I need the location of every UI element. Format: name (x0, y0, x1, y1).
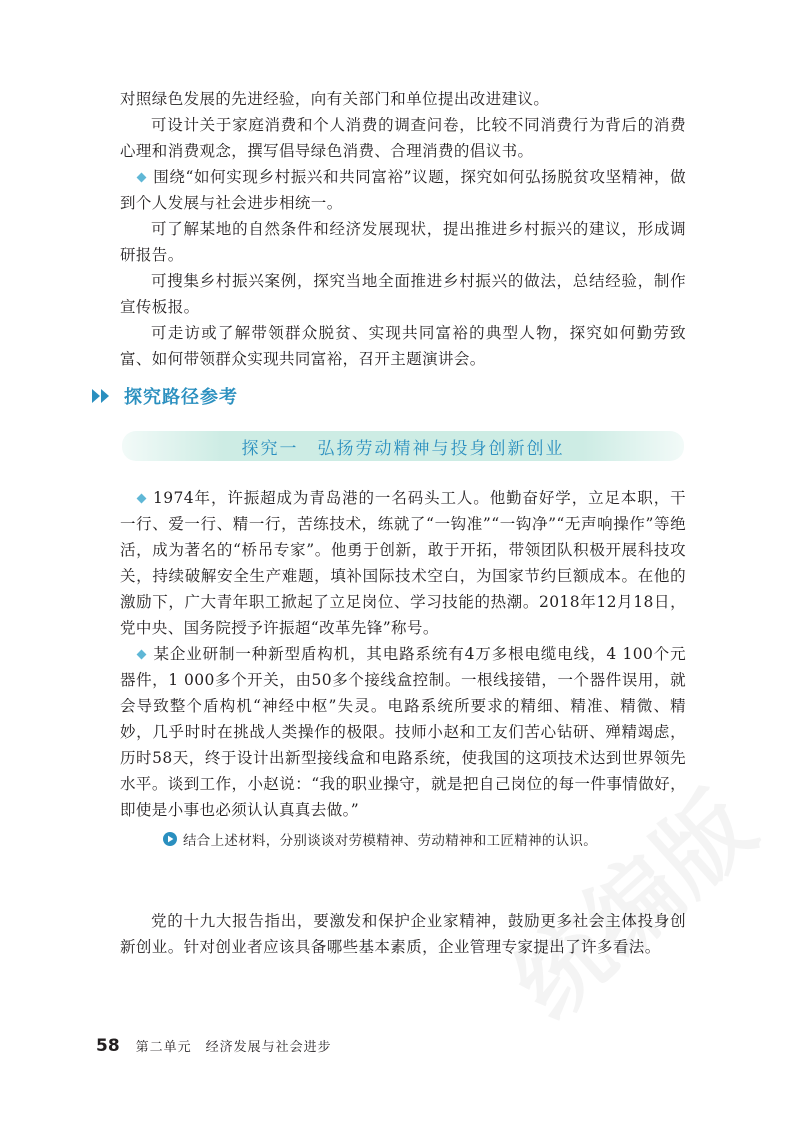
diamond-bullet-icon (137, 493, 147, 503)
section-heading (92, 384, 238, 408)
intro-paragraph-4: 可了解某地的自然条件和经济发展现状，提出推进乡村振兴的建议，形成调研报告。 (120, 220, 686, 264)
page-number: 58 (96, 1036, 120, 1056)
intro-paragraph-3-text: 围绕“如何实现乡村振兴和共同富裕”议题，探究如何弘扬脱贫攻坚精神，做到个人发展与社会进步相统一。 (120, 168, 686, 212)
page-footer (96, 1036, 332, 1056)
intro-paragraph-1: 对照绿色发展的先进经验，向有关部门和单位提出改进建议。 (120, 90, 550, 108)
intro-paragraph-2: 可设计关于家庭消费和个人消费的调查问卷，比较不同消费行为背后的消费心理和消费观念，撰写倡导绿色消费、合理消费的倡议书。 (120, 116, 686, 160)
closing-paragraph: 党的十九大报告指出，要激发和保护企业家精神，鼓励更多社会主体投身创新创业。针对创业者应该具备哪些基本素质，企业管理专家提出了许多看法。 (120, 912, 686, 956)
banner-title: 探究一 弘扬劳动精神与投身创新创业 (241, 438, 565, 459)
material-paragraph-1 (120, 485, 686, 641)
question-text: 结合上述材料，分别谈谈对劳模精神、劳动精神和工匠精神的认识。 (183, 833, 597, 849)
material-paragraph-2-text: 某企业研制一种新型盾构机，其电路系统有4万多根电缆电线，4 100个元器件，1 000多个开关，由50多个接线盒控制。一根线接错，一个器件误用，就会导致整个盾构机“神经中枢”失灵。电路系统所要求的精细、精准、精微、精妙，几乎时时在挑战人类操作的极限。技师小赵和工友们苦心钻研、殚精竭虑，历时58天，终于设计出新型接线盒和电路系统，使我国的这项技术达到世界领先水平。谈到工作，小赵说：“我的职业操守，就是把自己岗位的每一件事情做好，即使是小事也必须认认真真去做。” (120, 645, 686, 819)
section-title: 探究路径参考 (124, 387, 238, 408)
material-paragraph-1-text: 1974年，许振超成为青岛港的一名码头工人。他勤奋好学，立足本职，干一行、爱一行、精一行，苦练技术，练就了“一钩准”“一钩净”“无声响操作”等绝活，成为著名的“桥吊专家”。他勇于创新，敢于开拓，带领团队积极开展科技攻关，持续破解安全生产难题，填补国际技术空白，为国家节约巨额成本。在他的激励下，广大青年职工掀起了立足岗位、学习技能的热潮。2018年12月18日，党中央、国务院授予许振超“改革先锋”称号。 (120, 489, 686, 637)
intro-paragraph-3 (120, 164, 686, 216)
unit-title: 第二单元 经济发展与社会进步 (135, 1040, 332, 1055)
play-circle-icon (163, 832, 177, 846)
diamond-bullet-icon (137, 172, 147, 182)
diamond-bullet-icon (137, 649, 147, 659)
inquiry-banner (122, 431, 684, 461)
intro-paragraph-6: 可走访或了解带领群众脱贫、实现共同富裕的典型人物，探究如何勤劳致富、如何带领群众实现共同富裕，召开主题演讲会。 (120, 324, 686, 368)
double-arrow-icon (92, 389, 112, 403)
intro-paragraph-5: 可搜集乡村振兴案例，探究当地全面推进乡村振兴的做法，总结经验，制作宣传板报。 (120, 272, 686, 316)
